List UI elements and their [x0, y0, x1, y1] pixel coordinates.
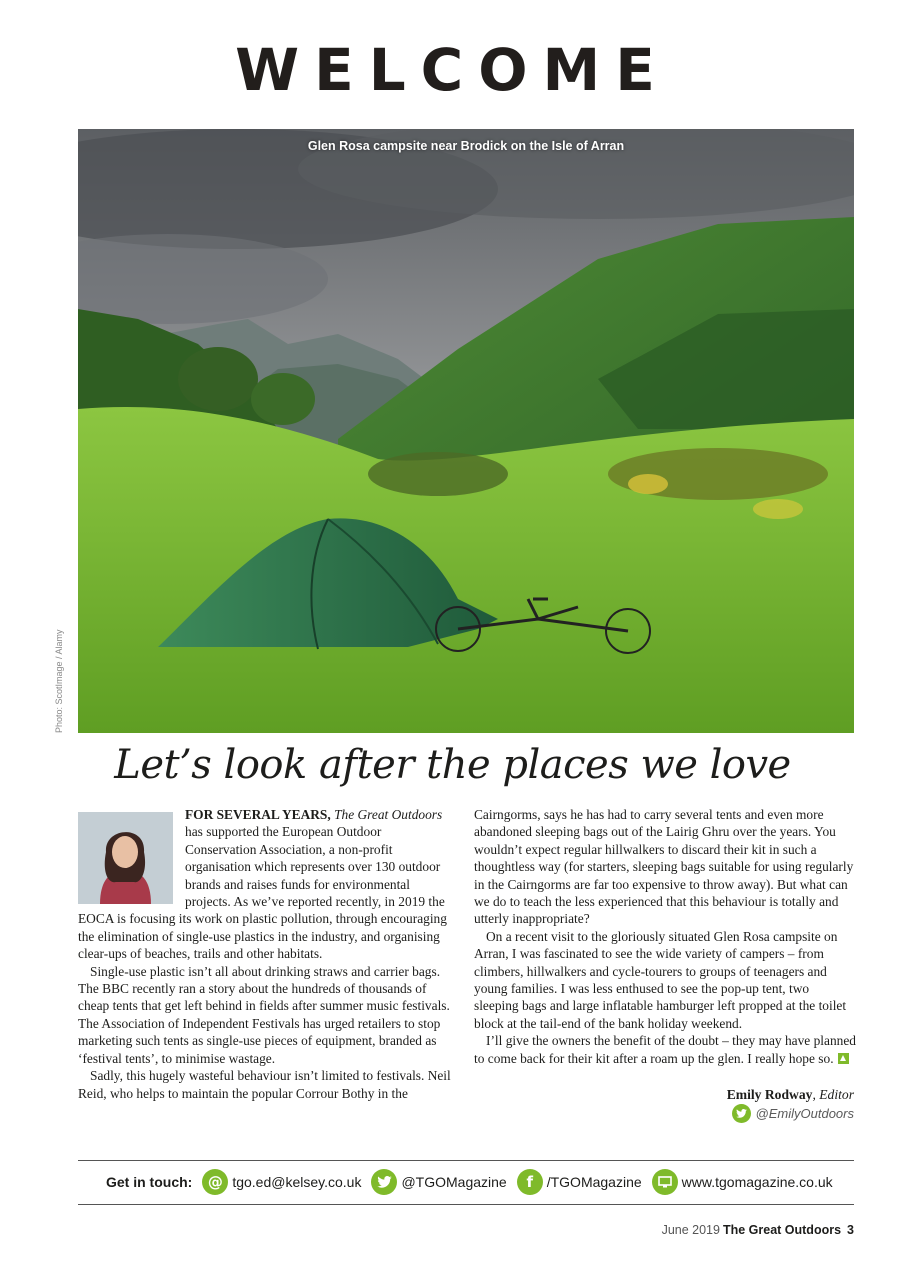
- monitor-icon: [652, 1169, 678, 1195]
- email-at-icon: @: [202, 1169, 228, 1195]
- email-address: tgo.ed@kelsey.co.uk: [232, 1174, 362, 1190]
- facebook-page: /TGOMagazine: [546, 1174, 642, 1190]
- editor-twitter[interactable]: [732, 1104, 854, 1123]
- article-column-left: [78, 806, 454, 1102]
- signoff: [727, 1087, 854, 1103]
- contact-email[interactable]: [202, 1169, 361, 1195]
- lead-in: FOR SEVERAL YEARS,: [185, 807, 331, 822]
- page-number: 3: [847, 1223, 854, 1237]
- website-url: www.tgomagazine.co.uk: [681, 1174, 833, 1190]
- contact-bar: [78, 1163, 854, 1201]
- contact-website[interactable]: [652, 1169, 833, 1195]
- paragraph-1: has supported the European Outdoor Conservation Association, a non-profit organisation which represents over 130 outdoor brands and raises funds for environmental projects. As we’ve reported recently, in 2019 the EOCA is focusing its work on plastic pollution, through encouraging the elimination of single-use plastics in the industry, and organising clear-ups of beaches, trails and other habitats.: [78, 824, 447, 962]
- magazine-title: The Great Outdoors: [334, 807, 443, 822]
- hero-photo: [78, 129, 854, 733]
- editor-handle: @EmilyOutdoors: [755, 1106, 854, 1121]
- twitter-icon: [371, 1169, 397, 1195]
- divider-top: [78, 1160, 854, 1161]
- editor-name: Emily Rodway: [726, 1087, 813, 1102]
- end-of-article-icon: [838, 1053, 849, 1064]
- twitter-handle: @TGOMagazine: [401, 1174, 507, 1190]
- page-folio: [662, 1223, 854, 1237]
- paragraph-2: Single-use plastic isn’t all about drinking straws and carrier bags. The BBC recently ran a story about the hundreds of thousands of cheap tents that get left behind in fields after summer music festivals. The Association of Independent Festivals has urged retailers to stop marketing such tents as single-use pieces of equipment, branded as ‘festival tents’, to minimise wastage.: [78, 963, 450, 1066]
- contact-label: Get in touch:: [106, 1174, 193, 1190]
- issue-date: June 2019: [661, 1223, 720, 1237]
- paragraph-5: I’ll give the owners the benefit of the doubt – they may have planned to come back for their kit after a roam up the glen. I really hope so.: [474, 1033, 856, 1066]
- contact-facebook[interactable]: [517, 1169, 642, 1195]
- divider-bottom: [78, 1204, 854, 1205]
- article-column-right: [474, 806, 856, 1067]
- paragraph-3-start: Sadly, this hugely wasteful behaviour isn’t limited to festivals. Neil Reid, who helps to maintain the popular Corrour Bothy in the: [78, 1068, 451, 1101]
- editor-role: , Editor: [812, 1087, 854, 1102]
- article-headline: Let’s look after the places we love: [114, 742, 791, 788]
- contact-twitter[interactable]: [371, 1169, 506, 1195]
- photo-caption: Glen Rosa campsite near Brodick on the Isle of Arran: [307, 139, 625, 153]
- editor-portrait: [78, 812, 173, 904]
- photo-credit: Photo: ScotImage / Alamy: [54, 629, 64, 733]
- magazine-name: The Great Outdoors: [722, 1223, 842, 1237]
- twitter-bird-icon: [732, 1104, 751, 1123]
- paragraph-3-end: Cairngorms, says he has had to carry several tents and even more abandoned sleeping bags out of the Lairig Ghru over the years. You wouldn’t expect regular hillwalkers to discard their kit in such a thoughtless way (for starters, sleeping bags suitable for using regularly in the Cairngorms are far too expensive to throw away). But what can we do to teach the less experienced that this behaviour is totally and utterly inappropriate?: [474, 807, 854, 927]
- paragraph-4: On a recent visit to the gloriously situated Glen Rosa campsite on Arran, I was fascinated to see the wide variety of campers – from climbers, hillwalkers and cycle-tourers to groups of teenagers and young families. I was less enthused to see the pop-up tent, two sleeping bags and large inflatable hamburger left propped at the toilet block at the tail-end of the bank holiday weekend.: [474, 928, 847, 1031]
- campsite-illustration: [78, 129, 854, 733]
- masthead: WELCOME: [235, 36, 670, 104]
- facebook-icon: f: [517, 1169, 543, 1195]
